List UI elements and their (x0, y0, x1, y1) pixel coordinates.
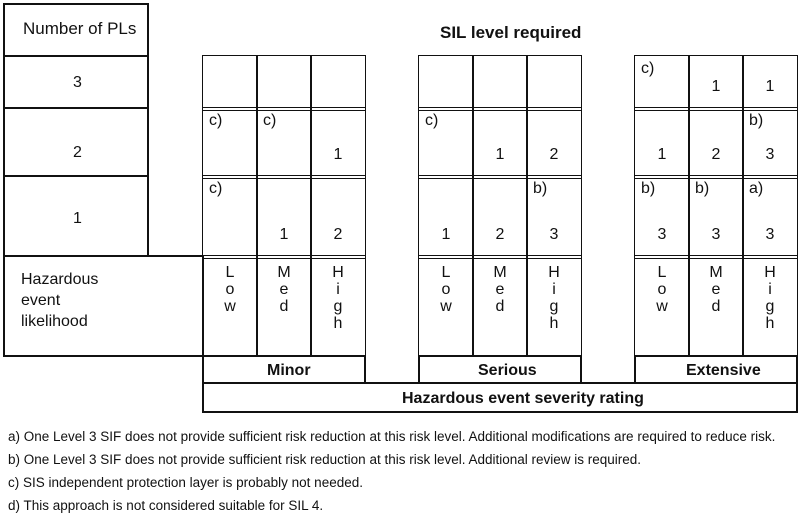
grid-cell-serious-pl3-0 (418, 55, 474, 111)
grid-cell-value: 3 (657, 226, 667, 243)
grid-cell-serious-pl2-0 (418, 107, 474, 179)
likelihood-level-label: L o w (440, 264, 452, 315)
grid-cell-value: 1 (657, 146, 667, 163)
grid-cell-extensive-pl2-0 (634, 107, 690, 179)
grid-cell-serious-pl3-1 (472, 55, 528, 111)
grid-cell-value: 3 (711, 226, 721, 243)
likelihood-level-label: L o w (656, 264, 668, 315)
pl-row-3-label: 3 (73, 74, 82, 91)
pl-row-2-label: 2 (73, 144, 82, 161)
number-of-pls-label: Number of PLs (23, 19, 137, 38)
likelihood-col-extensive-0 (634, 255, 690, 357)
grid-cell-note: c) (641, 60, 655, 77)
number-of-pls-header (3, 3, 149, 57)
grid-cell-minor-pl2-2 (310, 107, 366, 179)
footnote-c: c) SIS independent protection layer is probably not needed. (8, 475, 363, 490)
sil-level-required-title: SIL level required (440, 23, 582, 42)
grid-cell-minor-pl1-1 (256, 175, 312, 259)
grid-cell-serious-pl2-2 (526, 107, 582, 179)
pl-row-3-label-cell (3, 55, 149, 109)
grid-cell-note: b) (641, 180, 656, 197)
grid-cell-value: 2 (549, 146, 559, 163)
grid-cell-note: b) (749, 112, 764, 129)
footnote-b: b) One Level 3 SIF does not provide sufficient risk reduction at this risk level. Additional review is required. (8, 452, 642, 467)
grid-cell-minor-pl3-1 (256, 55, 312, 111)
grid-cell-note: c) (263, 112, 277, 129)
likelihood-level-label: H i g h (332, 264, 344, 332)
likelihood-level-label: M e d (709, 264, 723, 315)
likelihood-col-minor-2 (310, 255, 366, 357)
grid-cell-value: 2 (333, 226, 343, 243)
severity-rating-cell (202, 382, 798, 413)
grid-cell-serious-pl1-2 (526, 175, 582, 259)
likelihood-level-label: M e d (277, 264, 291, 315)
likelihood-level-label: L o w (224, 264, 236, 315)
severity-serious-cell (418, 355, 582, 384)
grid-cell-note: c) (209, 112, 223, 129)
grid-cell-extensive-pl1-1 (688, 175, 744, 259)
grid-cell-minor-pl2-1 (256, 107, 312, 179)
grid-cell-extensive-pl3-2 (742, 55, 798, 111)
grid-cell-value: 1 (765, 78, 775, 95)
grid-cell-serious-pl2-1 (472, 107, 528, 179)
likelihood-level-label: H i g h (764, 264, 776, 332)
severity-minor-cell (202, 355, 366, 384)
grid-cell-note: c) (209, 180, 223, 197)
pl-row-2-label-cell (3, 107, 149, 177)
likelihood-col-extensive-1 (688, 255, 744, 357)
grid-cell-note: b) (695, 180, 710, 197)
grid-cell-minor-pl3-0 (202, 55, 258, 111)
grid-cell-value: 1 (441, 226, 451, 243)
grid-cell-value: 1 (495, 146, 505, 163)
likelihood-label-cell (3, 255, 204, 357)
likelihood-level-label: H i g h (548, 264, 560, 332)
grid-cell-note: c) (425, 112, 439, 129)
grid-cell-extensive-pl2-2 (742, 107, 798, 179)
grid-cell-note: a) (749, 180, 764, 197)
grid-cell-value: 1 (333, 146, 343, 163)
grid-cell-minor-pl3-2 (310, 55, 366, 111)
severity-minor-label: Minor (267, 362, 311, 379)
grid-cell-serious-pl1-1 (472, 175, 528, 259)
grid-cell-minor-pl1-0 (202, 175, 258, 259)
grid-cell-extensive-pl3-0 (634, 55, 690, 111)
likelihood-col-serious-2 (526, 255, 582, 357)
grid-cell-extensive-pl1-2 (742, 175, 798, 259)
footnote-a: a) One Level 3 SIF does not provide sufficient risk reduction at this risk level. Additional modifications are required to reduce risk. (8, 429, 776, 444)
grid-cell-value: 3 (765, 146, 775, 163)
grid-cell-note: b) (533, 180, 548, 197)
likelihood-col-minor-1 (256, 255, 312, 357)
grid-cell-extensive-pl2-1 (688, 107, 744, 179)
severity-extensive-cell (634, 355, 798, 384)
grid-cell-serious-pl1-0 (418, 175, 474, 259)
likelihood-level-label: M e d (493, 264, 507, 315)
grid-cell-minor-pl1-2 (310, 175, 366, 259)
severity-extensive-label: Extensive (686, 362, 761, 379)
grid-cell-value: 3 (549, 226, 559, 243)
grid-cell-extensive-pl1-0 (634, 175, 690, 259)
likelihood-col-extensive-2 (742, 255, 798, 357)
grid-cell-value: 1 (711, 78, 721, 95)
grid-cell-value: 3 (765, 226, 775, 243)
likelihood-col-minor-0 (202, 255, 258, 357)
likelihood-label: Hazardous event likelihood (21, 271, 99, 330)
grid-cell-serious-pl3-2 (526, 55, 582, 111)
grid-cell-value: 2 (711, 146, 721, 163)
severity-rating-label: Hazardous event severity rating (402, 390, 644, 407)
pl-row-1-label-cell (3, 175, 149, 257)
likelihood-col-serious-1 (472, 255, 528, 357)
grid-cell-value: 1 (279, 226, 289, 243)
severity-serious-label: Serious (478, 362, 537, 379)
grid-cell-value: 2 (495, 226, 505, 243)
grid-cell-minor-pl2-0 (202, 107, 258, 179)
grid-cell-extensive-pl3-1 (688, 55, 744, 111)
pl-row-1-label: 1 (73, 210, 82, 227)
likelihood-col-serious-0 (418, 255, 474, 357)
footnote-d: d) This approach is not considered suitable for SIL 4. (8, 498, 324, 513)
